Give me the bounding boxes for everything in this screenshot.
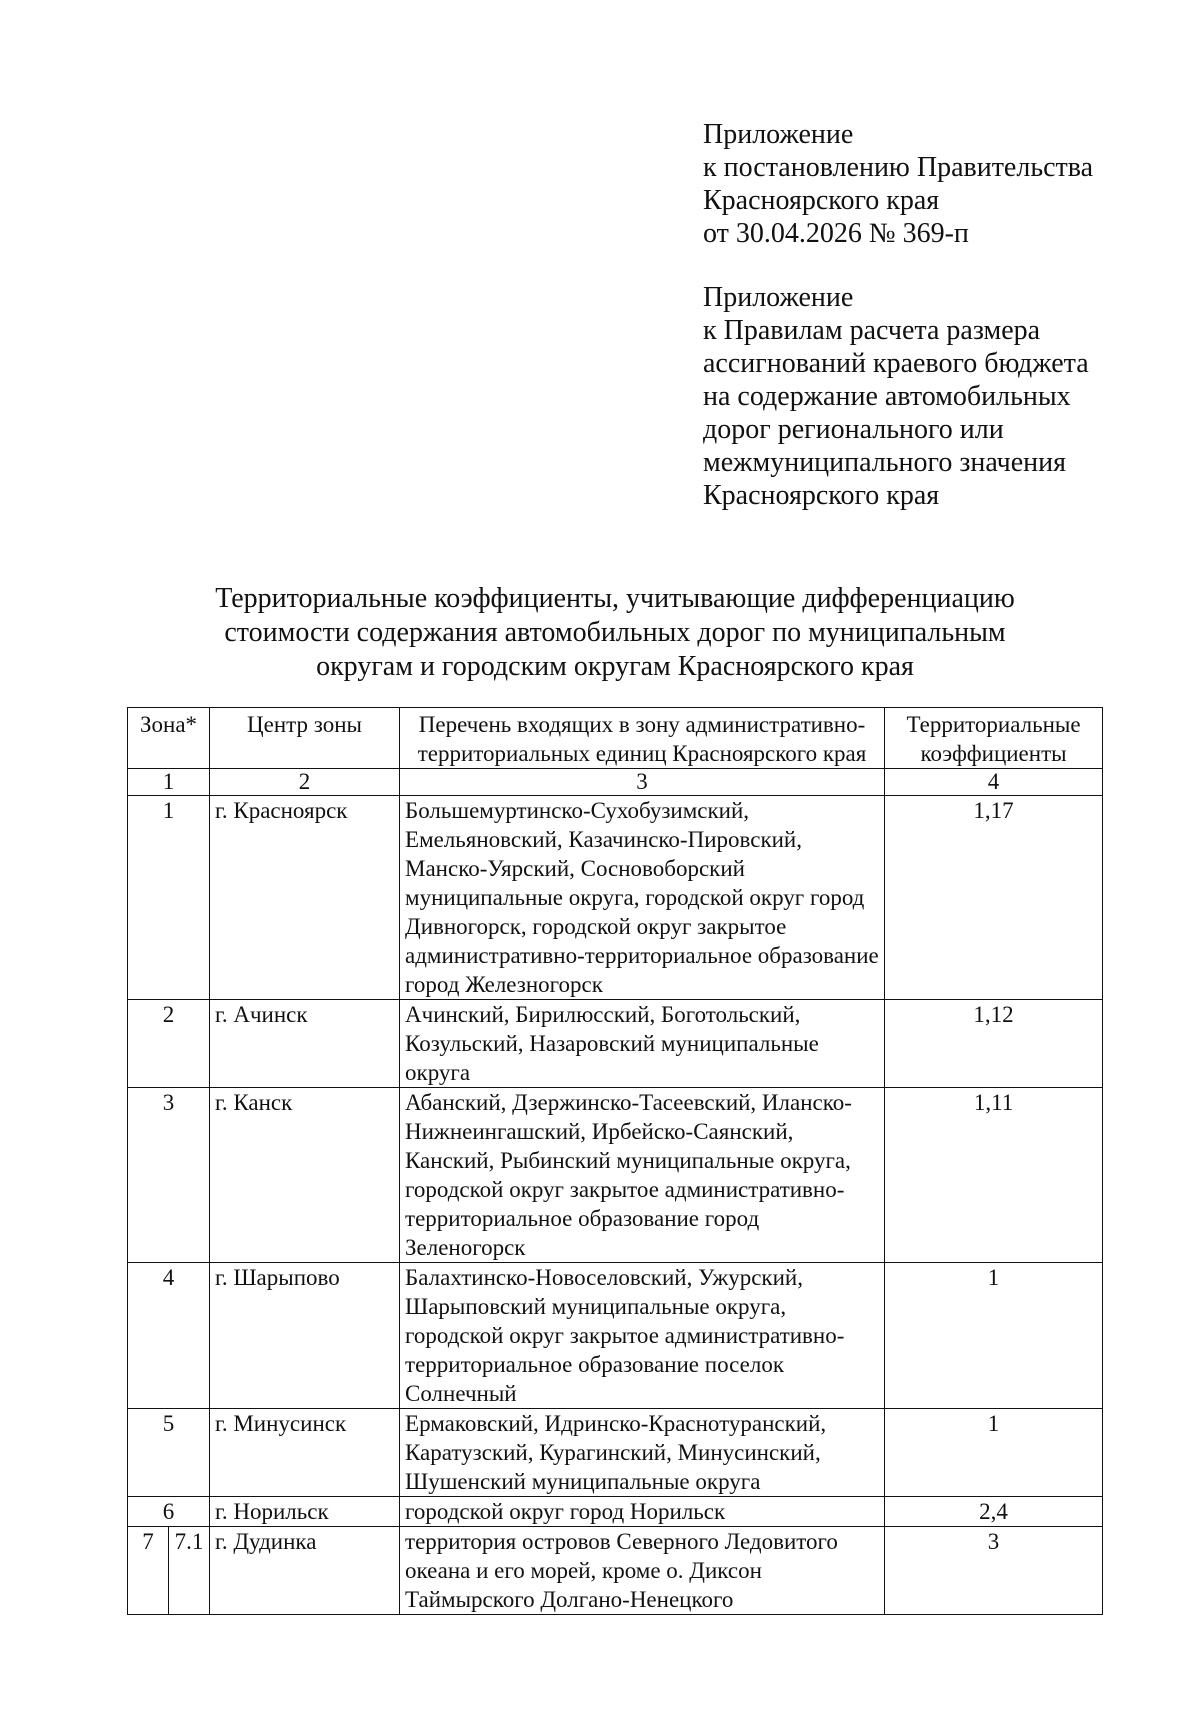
column-number: 1 — [128, 769, 210, 796]
coef-cell: 3 — [885, 1527, 1103, 1615]
coef-cell: 1 — [885, 1409, 1103, 1497]
appendix-line: Красноярского края — [703, 480, 940, 511]
header-list: Перечень входящих в зону административно-территориальных единиц Красноярского края — [400, 708, 885, 769]
header-coef: Территориальные коэффициенты — [885, 708, 1103, 769]
center-cell: г. Ачинск — [210, 1000, 400, 1088]
center-cell: г. Красноярск — [210, 796, 400, 1000]
column-number: 3 — [400, 769, 885, 796]
appendix-line: ассигнований краевого бюджета — [703, 348, 1089, 379]
appendix-line: межмуниципального значения — [703, 447, 1067, 478]
zone-cell: 3 — [128, 1088, 210, 1263]
subzone-cell: 7.1 — [169, 1527, 210, 1615]
table-header-row — [128, 708, 1103, 769]
table-row — [128, 1263, 1103, 1409]
center-cell: г. Норильск — [210, 1497, 400, 1527]
list-cell: городской округ город Норильск — [400, 1497, 885, 1527]
zone-cell: 1 — [128, 796, 210, 1000]
list-cell: Большемуртинско-Сухобузимский, Емельяновский, Казачинско-Пировский, Манско-Уярский, Сосновоборский муниципальные округа, городской округ город Дивногорск, городской округ закрытое административно-территориальное образование город Железногорск — [400, 796, 885, 1000]
table-row — [128, 1497, 1103, 1527]
header-center: Центр зоны — [210, 708, 400, 769]
title-line: стоимости содержания автомобильных дорог по муниципальным — [224, 617, 1006, 648]
appendix-line: на содержание автомобильных — [703, 381, 1071, 412]
table-row — [128, 1527, 1103, 1615]
center-cell: г. Минусинск — [210, 1409, 400, 1497]
zone-cell: 7 — [128, 1527, 169, 1615]
list-cell: Балахтинско-Новоселовский, Ужурский, Шарыповский муниципальные округа, городской округ закрытое административно-территориальное образование поселок Солнечный — [400, 1263, 885, 1409]
header-zone: Зона* — [128, 708, 210, 769]
list-cell: Ермаковский, Идринско-Краснотуранский, Каратузский, Курагинский, Минусинский, Шушенский муниципальные округа — [400, 1409, 885, 1497]
coef-cell: 1,17 — [885, 796, 1103, 1000]
coef-cell: 1,11 — [885, 1088, 1103, 1263]
appendix-line: Приложение — [703, 282, 854, 313]
column-number-row — [128, 769, 1103, 796]
appendix-to-rules — [703, 281, 1089, 512]
appendix-line: к постановлению Правительства — [703, 152, 1094, 183]
appendix-line: к Правилам расчета размера — [703, 315, 1041, 346]
center-cell: г. Канск — [210, 1088, 400, 1263]
title-line: Территориальные коэффициенты, учитывающие дифференциацию — [215, 583, 1015, 614]
table-row — [128, 1409, 1103, 1497]
table-row — [128, 796, 1103, 1000]
appendix-line: Красноярского края — [703, 185, 940, 216]
zone-cell: 6 — [128, 1497, 210, 1527]
coef-cell: 1,12 — [885, 1000, 1103, 1088]
appendix-line: Приложение — [703, 119, 854, 150]
coef-cell: 2,4 — [885, 1497, 1103, 1527]
title-line: округам и городским округам Красноярского края — [316, 651, 914, 682]
appendix-date-number: от 30.04.2026 № 369-п — [703, 218, 969, 249]
coefficients-table — [127, 707, 1103, 1615]
zone-cell: 4 — [128, 1263, 210, 1409]
zone-cell: 2 — [128, 1000, 210, 1088]
document-title — [150, 582, 1080, 684]
column-number: 2 — [210, 769, 400, 796]
coef-cell: 1 — [885, 1263, 1103, 1409]
center-cell: г. Дудинка — [210, 1527, 400, 1615]
appendix-line: дорог регионального или — [703, 414, 1004, 445]
table-row — [128, 1000, 1103, 1088]
list-cell: Абанский, Дзержинско-Тасеевский, Иланско-Нижнеингашский, Ирбейско-Саянский, Канский, Рыбинский муниципальные округа, городской округ закрытое административно-территориальное образование город Зеленогорск — [400, 1088, 885, 1263]
table-row — [128, 1088, 1103, 1263]
center-cell: г. Шарыпово — [210, 1263, 400, 1409]
list-cell: Ачинский, Бирилюсский, Боготольский, Козульский, Назаровский муниципальные округа — [400, 1000, 885, 1088]
column-number: 4 — [885, 769, 1103, 796]
zone-cell: 5 — [128, 1409, 210, 1497]
list-cell: территория островов Северного Ледовитого океана и его морей, кроме о. Диксон Таймырского Долгано-Ненецкого — [400, 1527, 885, 1615]
appendix-to-resolution — [703, 118, 1093, 250]
